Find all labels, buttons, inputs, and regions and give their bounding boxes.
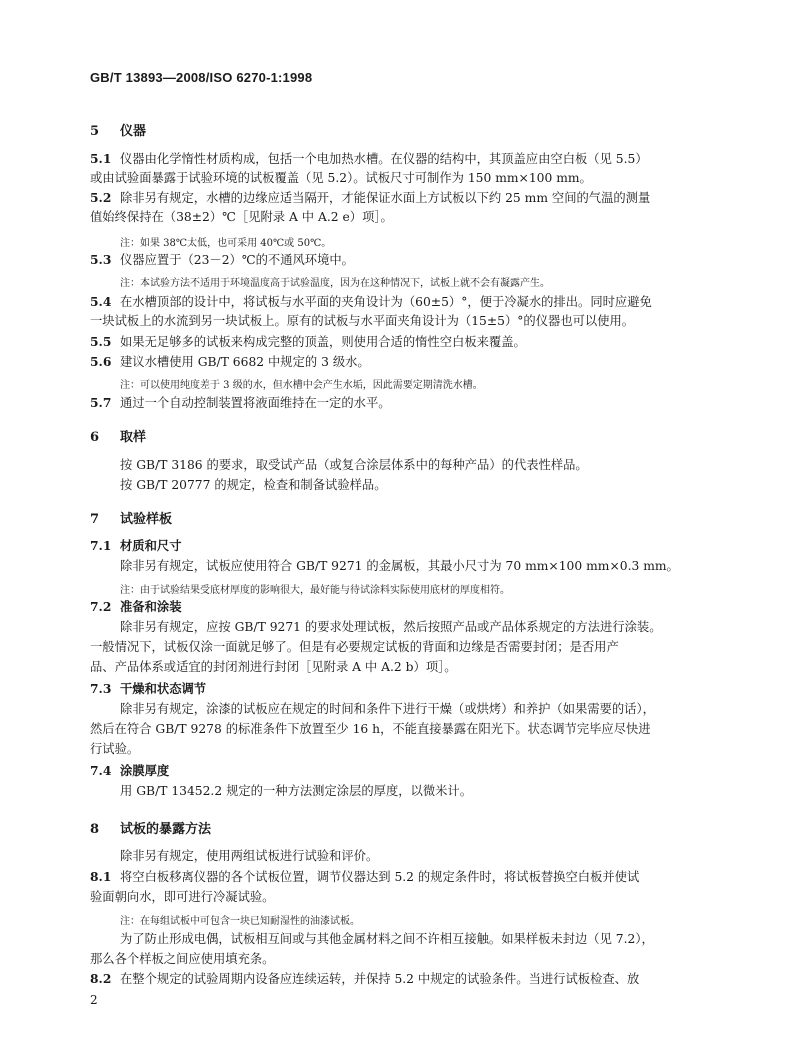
clause-title: 准备和涂装 xyxy=(120,599,182,614)
clause-8-1-note: 注：在每组试板中可包含一块已知耐湿性的油漆试板。 xyxy=(120,916,360,927)
clause-number: 7.4 xyxy=(90,763,112,778)
clause-text: 建议水槽使用 GB/T 6682 中规定的 3 级水。 xyxy=(120,355,370,369)
clause-7-2-line-1: 除非另有规定，应按 GB/T 9271 的要求处理试板，然后按照产品或产品体系规定的方法进行涂装。 xyxy=(120,620,662,634)
section-number: 7 xyxy=(90,512,100,527)
clause-title: 涂膜厚度 xyxy=(120,763,170,778)
clause-5-7-line-1 xyxy=(90,394,391,412)
clause-number: 5.2 xyxy=(90,190,112,205)
clause-5-3-note: 注：本试验方法不适用于环境温度高于试验温度，因为在这种情况下，试板上就不会有凝露产生。 xyxy=(120,278,550,289)
clause-number: 5.5 xyxy=(90,334,112,349)
clause-5-1-line-1 xyxy=(90,150,648,168)
clause-5-6-note: 注：可以使用纯度差于 3 级的水，但水槽中会产生水垢，因此需要定期清洗水槽。 xyxy=(120,380,483,391)
clause-text: 如果无足够多的试板来构成完整的顶盖，则使用合适的惰性空白板来覆盖。 xyxy=(120,335,526,349)
clause-7-2-line-2: 一般情况下，试板仅涂一面就足够了。但是有必要规定试板的背面和边缘是否需要封闭；是否用产 xyxy=(90,640,619,654)
clause-number: 7.3 xyxy=(90,681,112,696)
clause-7-1-line-1: 除非另有规定，试板应使用符合 GB/T 9271 的金属板，其最小尺寸为 70 mm×100 mm×0.3 mm。 xyxy=(120,559,679,573)
clause-number: 8.1 xyxy=(90,869,112,884)
clause-5-2-line-1 xyxy=(90,189,650,207)
clause-7-3-line-3: 行试验。 xyxy=(90,742,140,756)
clause-7-3-line-1: 除非另有规定，涂漆的试板应在规定的时间和条件下进行干燥（或烘烤）和养护（如果需要的话）， xyxy=(120,702,655,716)
section-8-intro: 除非另有规定，使用两组试板进行试验和评价。 xyxy=(120,849,379,863)
clause-8-2-line-1 xyxy=(90,970,639,988)
section-7-heading xyxy=(90,508,172,527)
clause-number: 5.6 xyxy=(90,354,112,369)
clause-title: 干燥和状态调节 xyxy=(120,681,207,696)
clause-7-1-note: 注：由于试验结果受底材厚度的影响很大，最好能与待试涂料实际使用底材的厚度相符。 xyxy=(120,585,510,596)
standard-code-header: GB/T 13893—2008/ISO 6270-1:1998 xyxy=(90,70,313,85)
clause-number: 5.4 xyxy=(90,294,112,309)
clause-8-1-line-1 xyxy=(90,868,639,886)
clause-number: 5.7 xyxy=(90,395,112,410)
clause-text: 在水槽顶部的设计中，将试板与水平面的夹角设计为（60±5）°，便于冷凝水的排出。同时应避免 xyxy=(120,295,652,309)
clause-text: 除非另有规定，水槽的边缘应适当隔开，才能保证水面上方试板以下约 25 mm 空间的气温的测量 xyxy=(120,191,651,205)
clause-7-3-heading xyxy=(90,680,206,698)
clause-text: 通过一个自动控制装置将液面维持在一定的水平。 xyxy=(120,396,391,410)
clause-text: 在整个规定的试验周期内设备应连续运转，并保持 5.2 中规定的试验条件。当进行试板检查、放 xyxy=(120,972,640,986)
clause-8-1-extra-line-2: 那么各个样板之间应使用填充条。 xyxy=(90,952,275,966)
clause-number: 5.1 xyxy=(90,151,112,166)
clause-5-4-line-1 xyxy=(90,293,652,311)
section-5-heading xyxy=(90,120,146,139)
section-number: 6 xyxy=(90,430,100,445)
section-title: 取样 xyxy=(120,430,147,445)
section-title: 试板的暴露方法 xyxy=(120,822,212,837)
section-6-line-1: 按 GB/T 3186 的要求，取受试产品（或复合涂层体系中的每种产品）的代表性样品。 xyxy=(120,458,588,472)
clause-7-2-heading xyxy=(90,598,182,616)
section-number: 8 xyxy=(90,822,100,837)
clause-7-2-line-3: 品、产品体系或适宜的封闭剂进行封闭［见附录 A 中 A.2 b）项］。 xyxy=(90,660,457,674)
clause-7-4-heading xyxy=(90,762,169,780)
clause-number: 7.2 xyxy=(90,599,112,614)
clause-number: 7.1 xyxy=(90,538,112,553)
clause-8-1-extra-line-1: 为了防止形成电偶，试板相互间或与其他金属材料之间不许相互接触。如果样板未封边（见 7.2）， xyxy=(120,932,654,946)
section-6-line-2: 按 GB/T 20777 的规定，检查和制备试验样品。 xyxy=(120,478,387,492)
clause-5-2-note: 注：如果 38℃太低，也可采用 40℃或 50℃。 xyxy=(120,238,332,249)
clause-5-3-line-1 xyxy=(90,251,354,269)
clause-7-4-line-1: 用 GB/T 13452.2 规定的一种方法测定涂层的厚度，以微米计。 xyxy=(120,784,473,798)
clause-7-1-heading xyxy=(90,537,182,555)
clause-text: 仪器应置于（23－2）℃的不通风环境中。 xyxy=(120,253,354,267)
section-number: 5 xyxy=(90,124,100,139)
section-6-heading xyxy=(90,426,146,445)
clause-text: 将空白板移离仪器的各个试板位置，调节仪器达到 5.2 的规定条件时，将试板替换空白板并使试 xyxy=(120,870,640,884)
clause-5-2-line-2: 值始终保持在（38±2）℃［见附录 A 中 A.2 e）项］。 xyxy=(90,210,393,224)
clause-7-3-line-2: 然后在符合 GB/T 9278 的标准条件下放置至少 16 h，不能直接暴露在阳光下。状态调节完毕应尽快进 xyxy=(90,722,651,736)
section-8-heading xyxy=(90,818,211,837)
clause-5-5-line-1 xyxy=(90,333,526,351)
clause-title: 材质和尺寸 xyxy=(120,538,182,553)
clause-5-4-line-2: 一块试板上的水流到另一块试板上。原有的试板与水平面夹角设计为（15±5）°的仪器也可以使用。 xyxy=(90,314,635,328)
clause-number: 8.2 xyxy=(90,971,112,986)
section-title: 试验样板 xyxy=(120,512,173,527)
page-number: 2 xyxy=(90,993,98,1007)
clause-5-1-line-2: 或由试验面暴露于试验环境的试板覆盖（见 5.2）。试板尺寸可制作为 150 mm×100 mm。 xyxy=(90,171,592,185)
clause-5-6-line-1 xyxy=(90,353,370,371)
clause-number: 5.3 xyxy=(90,252,112,267)
clause-text: 仪器由化学惰性材质构成，包括一个电加热水槽。在仪器的结构中，其顶盖应由空白板（见 5.5） xyxy=(120,152,648,166)
clause-8-1-line-2: 验面朝向水，即可进行冷凝试验。 xyxy=(90,890,275,904)
section-title: 仪器 xyxy=(120,124,147,139)
